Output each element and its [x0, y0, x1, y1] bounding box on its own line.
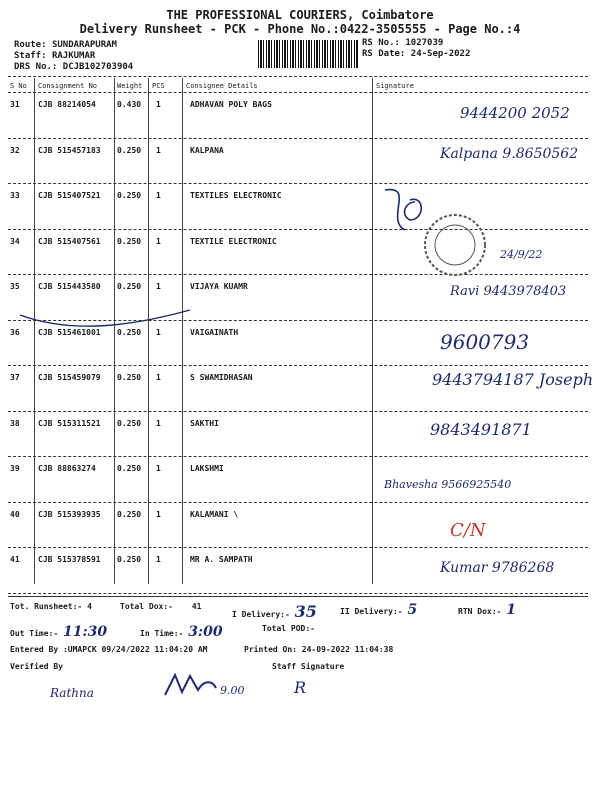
- row-consignment-no: CJB 515457183: [38, 145, 101, 155]
- col-pcs: PCS: [152, 82, 165, 90]
- pen-stroke-icon: [15, 285, 195, 335]
- in-time-value: 3:00: [188, 624, 223, 640]
- i-delivery: [232, 602, 317, 621]
- row-consignment-no: CJB 515443580: [38, 282, 101, 291]
- rs-date-line: [362, 49, 470, 59]
- rtn-dox-label: RTN Dox:-: [458, 607, 502, 616]
- row-pcs: 1: [156, 282, 161, 291]
- printed-on: Printed On: 24-09-2022 11:04:38: [244, 645, 394, 654]
- row-weight: 0.250: [117, 418, 142, 428]
- staff-signature-mark-icon: [160, 670, 220, 700]
- row-weight: 0.250: [117, 236, 142, 246]
- row-weight: 0.250: [117, 282, 142, 291]
- route-line: [14, 40, 117, 50]
- row-weight: 0.250: [117, 555, 142, 564]
- row-divider: [8, 229, 588, 230]
- row-consignment-no: CJB 515459079: [38, 373, 101, 382]
- row-sno: 40: [10, 509, 20, 519]
- in-time-label: In Time:-: [140, 629, 184, 638]
- row-signature: 24/9/22: [500, 248, 543, 261]
- company-title: THE PROFESSIONAL COURIERS, Coimbatore: [166, 8, 434, 22]
- row-sno: 36: [10, 327, 20, 337]
- row-signature: 9600793: [440, 330, 530, 354]
- total-pod: [262, 624, 315, 633]
- staff-line: [14, 51, 95, 61]
- row-sno: 35: [10, 282, 20, 291]
- row-consignee: KALAMANI \: [190, 509, 239, 519]
- rs-no-value: 1027039: [405, 38, 444, 48]
- row-consignee: KALPANA: [190, 145, 224, 155]
- rs-date-value: 24-Sep-2022: [410, 49, 471, 59]
- total-pod-label: Total POD:-: [262, 624, 315, 633]
- rs-date-label: RS Date:: [362, 49, 406, 59]
- runsheet-subtitle: Delivery Runsheet - PCK - Phone No.:0422-3505555 - Page No.:4: [79, 22, 521, 36]
- row-consignment-no: CJB 515378591: [38, 555, 101, 564]
- row-weight: 0.250: [117, 145, 142, 155]
- row-weight: 0.250: [117, 509, 142, 519]
- row-consignee: S SWAMIDHASAN: [190, 373, 253, 382]
- i-delivery-label: I Delivery:-: [232, 610, 290, 619]
- row-pcs: 1: [156, 555, 161, 564]
- row-consignment-no: CJB 515311521: [38, 418, 101, 428]
- total-dox-label: Total Dox:-: [120, 602, 173, 611]
- row-consignment-no: CJB 88863274: [38, 464, 96, 473]
- row-divider: [8, 593, 588, 594]
- entered-by: Entered By :UMAPCK 09/24/2022 11:04:20 AM: [10, 645, 208, 654]
- header-divider: [8, 76, 588, 77]
- col-signature: Signature: [376, 82, 414, 90]
- row-consignee: LAKSHMI: [190, 464, 224, 473]
- row-consignment-no: CJB 515461001: [38, 327, 101, 337]
- out-time-label: Out Time:-: [10, 629, 59, 638]
- row-divider: [8, 365, 588, 366]
- row-weight: 0.250: [117, 373, 142, 382]
- row-divider: [8, 274, 588, 275]
- verified-by-label: Verified By: [10, 662, 63, 671]
- drs-label: DRS No.:: [14, 62, 58, 72]
- rs-no-line: [362, 38, 443, 48]
- row-pcs: 1: [156, 418, 161, 428]
- staff-signature-label: Staff Signature: [272, 662, 345, 671]
- row-divider: [8, 411, 588, 412]
- row-sno: 32: [10, 145, 20, 155]
- row-pcs: 1: [156, 464, 161, 473]
- total-dox: [120, 602, 201, 611]
- col-consignment: Consignment No: [38, 82, 98, 90]
- tot-runsheet-label: Tot. Runsheet:-: [10, 602, 83, 611]
- col-consignee: Consignee Details: [186, 82, 258, 90]
- row-divider: [8, 138, 588, 139]
- row-divider: [8, 456, 588, 457]
- row-weight: 0.430: [117, 100, 142, 109]
- row-divider: [8, 502, 588, 503]
- row-weight: 0.250: [117, 191, 142, 200]
- col-separator: [372, 78, 373, 584]
- rtn-dox-value: 1: [506, 602, 516, 618]
- row-signature: 9444200 2052: [460, 104, 570, 122]
- row-divider: [8, 547, 588, 548]
- row-pcs: 1: [156, 145, 161, 155]
- row-sno: 41: [10, 555, 20, 564]
- staff-value: RAJKUMAR: [51, 51, 96, 61]
- row-pcs: 1: [156, 509, 161, 519]
- row-signature: Kalpana 9.8650562: [440, 146, 579, 162]
- row-consignment-no: CJB 515407521: [38, 191, 101, 200]
- rtn-dox: [458, 602, 516, 618]
- row-consignment-no: CJB 515393935: [38, 509, 101, 519]
- drs-line: [14, 62, 133, 72]
- row-signature: C/N: [450, 520, 486, 541]
- ii-delivery-value: 5: [407, 602, 418, 618]
- row-pcs: 1: [156, 327, 161, 337]
- row-consignment-no: CJB 88214054: [38, 100, 96, 109]
- row-consignee: SAKTHI: [190, 418, 219, 428]
- row-sno: 33: [10, 191, 20, 200]
- col-weight: Weight: [117, 82, 143, 90]
- row-divider: [8, 183, 588, 184]
- ii-delivery-label: II Delivery:-: [340, 607, 403, 616]
- row-consignee: TEXTILES ELECTRONIC: [190, 191, 282, 200]
- footer-divider: [8, 596, 588, 597]
- scribble-mark-icon: [375, 180, 435, 240]
- row-consignee: VIJAYA KUAMR: [190, 282, 248, 291]
- row-signature: 9443794187 Joseph: [432, 370, 594, 389]
- col-sno: S No: [10, 82, 27, 90]
- out-time: [10, 624, 107, 640]
- row-consignee: VAIGAINATH: [190, 327, 239, 337]
- row-signature: Bhavesha 9566925540: [384, 478, 512, 491]
- row-consignee: TEXTILE ELECTRONIC: [190, 236, 277, 246]
- route-value: SUNDARAPURAM: [51, 40, 117, 50]
- row-sno: 31: [10, 100, 20, 109]
- row-sno: 34: [10, 236, 20, 246]
- tot-runsheet-value: 4: [87, 602, 92, 611]
- row-signature: Ravi 9443978403: [450, 284, 567, 299]
- row-pcs: 1: [156, 236, 161, 246]
- row-pcs: 1: [156, 191, 161, 200]
- in-time: [140, 624, 223, 640]
- row-consignment-no: CJB 515407561: [38, 236, 101, 246]
- row-pcs: 1: [156, 373, 161, 382]
- header-underline: [8, 92, 588, 93]
- row-weight: 0.250: [117, 327, 142, 337]
- staff-signature-initial: R: [294, 678, 307, 697]
- row-consignee: ADHAVAN POLY BAGS: [190, 100, 272, 109]
- total-dox-value: 41: [191, 602, 202, 611]
- row-weight: 0.250: [117, 464, 142, 473]
- barcode-image: [258, 40, 358, 68]
- row-sno: 37: [10, 373, 20, 382]
- row-consignee: MR A. SAMPATH: [190, 555, 253, 564]
- tot-runsheet: [10, 602, 92, 611]
- row-signature: 9843491871: [430, 420, 532, 439]
- rs-no-label: RS No.:: [362, 38, 400, 48]
- staff-signature-time: 9.00: [220, 684, 245, 697]
- route-label: Route:: [14, 40, 47, 50]
- row-pcs: 1: [156, 100, 161, 109]
- row-sno: 39: [10, 464, 20, 473]
- ii-delivery: [340, 602, 417, 618]
- i-delivery-value: 35: [294, 602, 317, 621]
- out-time-value: 11:30: [63, 624, 108, 640]
- row-sno: 38: [10, 418, 20, 428]
- drs-value: DCJB102703904: [62, 62, 134, 72]
- staff-label: Staff:: [14, 51, 47, 61]
- verified-signature: Rathna: [50, 686, 94, 700]
- row-signature: Kumar 9786268: [440, 560, 555, 576]
